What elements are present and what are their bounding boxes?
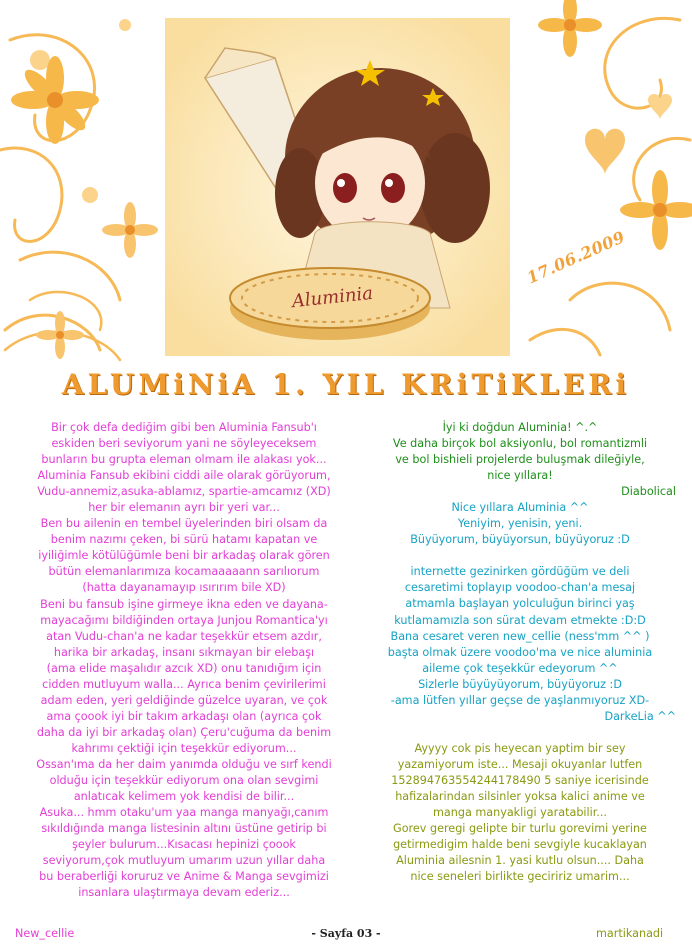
darkelia-message-body: [364, 564, 676, 708]
martikanadi-signature: martikanadi: [596, 927, 664, 940]
diabolical-message: [364, 420, 676, 484]
page-title: ALUMiNiA 1. YIL KRiTiKLERi: [61, 368, 631, 401]
message-line: Ve daha birçok bol aksiyonlu, bol romantizmli: [392, 437, 648, 451]
martikanadi-message: [364, 741, 676, 885]
message-line: Büyüyorum, büyüyorsun, büyüyoruz :D: [410, 533, 630, 547]
message-line: seviyorum,çok mutluyum umarım uzun yıllar daha: [42, 854, 326, 868]
message-line: adam eden, yeri geldiğinde güzelce uyaran, ve çok: [40, 693, 328, 707]
message-line: bunların bu grupta eleman olmam ile alakası yok...: [41, 453, 327, 467]
message-line: Sizlerle büyüyüyorum, büyüyoruz :D: [418, 677, 622, 691]
message-line: -ama lütfen yıllar geçse de yaşlanmıyoruz XD-: [390, 693, 650, 707]
darkelia-message-intro: [364, 500, 676, 548]
message-line: eskiden beri seviyorum yani ne söyleyeceksem: [51, 437, 317, 451]
message-line: (ama elide maşalıdır azcık XD) onu tanıdığım için: [46, 661, 322, 675]
message-line: Nice yıllara Aluminia ^^: [451, 501, 589, 515]
message-line: olduğu için teşekkür ediyorum ona olan sevgimi: [49, 774, 319, 788]
message-line: Asuka... hmm otaku'um yaa manga manyağı,canım: [39, 806, 329, 820]
message-line: atan Vudu-chan'a ne kadar teşekkür etsem azdır,: [46, 629, 322, 643]
message-line: (hatta dayanamayıp ısırırım bile XD): [82, 581, 286, 595]
message-line: anlatıcak kelimem yok kendisi de bilir...: [73, 790, 295, 804]
message-line: ama çoook iyi bir takım arkadaşı olan (ayrıca çok: [46, 709, 322, 723]
message-line: Bir çok defa dediğim gibi ben Aluminia Fansub'ı: [51, 421, 317, 434]
message-line: manga manyakligi yaratabilir...: [433, 806, 607, 820]
message-line: şeyler bulurum...Kısacası hepinizi çoook: [72, 838, 296, 852]
message-line: Aluminia ailesnin 1. yasi kutlu olsun.... Daha: [396, 854, 644, 868]
message-line: Beni bu fansub işine girmeye ikna eden ve dayana-: [40, 597, 328, 611]
message-line: sıkıldığında manga listesinin altını üstüne getirip bi: [41, 822, 327, 836]
message-line: Ossan'ıma da her daim yanımda olduğu ve sırf kendi: [36, 757, 332, 771]
message-line: Gorev geregi gelipte bir turlu gorevimi yerine: [393, 822, 647, 836]
message-line: başta olmak üzere voodoo'ma ve nice aluminia: [387, 645, 653, 659]
diabolical-signature: Diabolical: [621, 485, 676, 499]
message-line: iyiliğimle kötülüğümle beni bir arkadaş olarak gören: [38, 549, 330, 563]
anime-girl-cake-illustration: [165, 18, 510, 356]
date-stamp: 17.06.2009: [524, 227, 628, 288]
message-line: Ayyyy cok pis heyecan yaptim bir sey: [414, 741, 626, 755]
message-line: atmamla başlayan yolculuğun birinci yaş: [405, 597, 635, 611]
message-line: internette gezinirken gördüğüm ve deli: [410, 565, 630, 579]
message-line: nice yıllara!: [487, 469, 553, 483]
new-cellie-signature: New_cellie: [15, 927, 75, 940]
message-line: getirmedigim halde beni sevgiyle kucaklayan: [393, 838, 647, 852]
left-column-message: [8, 420, 360, 901]
message-line: cidden mutluyum walla... Ayrıca benim çevirilerimi: [42, 677, 326, 691]
message-line: aileme çok teşekkür edeyorum ^^: [422, 661, 618, 675]
message-line: 152894763554244178490 5 saniye icerisinde: [391, 773, 649, 787]
floral-ornament-bottom-left: [0, 240, 165, 365]
message-line: Vudu-annemiz,asuka-ablamız, spartie-amcamız (XD): [37, 485, 331, 499]
message-line: her bir elemanın ayrı bir yeri var...: [88, 501, 280, 515]
message-line: mayacağımı bildiğinden ortaya Junjou Romantica'yı: [40, 613, 328, 627]
message-line: hafizalarindan silsinler yoksa kalici anime ve: [395, 789, 645, 803]
message-line: bu beraberliği koruruz ve Anime & Manga sevgimizi: [39, 870, 329, 884]
message-line: Bana cesaret veren new_cellie (ness'mm ^^ ): [390, 629, 650, 643]
message-line: Ben bu ailenin en tembel üyelerinden biri olsam da: [40, 517, 328, 531]
message-line: Aluminia Fansub ekibini ciddi aile olarak görüyorum,: [37, 469, 331, 483]
message-line: İyi ki doğdun Aluminia! ^.^: [442, 421, 598, 434]
page-number: - Sayfa 03 -: [311, 927, 381, 940]
message-line: ve bol bishieli projelerde buluşmak dileğiyle,: [395, 453, 645, 467]
right-column-messages: [364, 420, 676, 885]
message-line: benim nazımı çeken, bi sürü hatamı kapatan ve: [50, 533, 318, 547]
message-line: kahrımı çektiği için teşekkür ediyorum...: [71, 741, 297, 755]
message-line: kutlamamızla son sürat devam etmekte :D:D: [394, 613, 646, 627]
message-line: nice seneleri birlikte geciririz umarim...: [410, 870, 630, 884]
message-line: cesaretimi toplayıp voodoo-chan'a mesaj: [404, 581, 636, 595]
message-line: daha da iyi bir arkadaş olan) Çeru'cuğuma da benim: [36, 725, 332, 739]
message-line: harika bir arkadaş, insanı sıkmayan bir elebaşı: [53, 645, 315, 659]
message-line: yazamiyorum iste... Mesaji okuyanlar lutfen: [397, 757, 643, 771]
message-line: Yeniyim, yenisin, yeni.: [457, 517, 583, 531]
message-line: bütün elemanlarımıza kocamaaaaann sarılıorum: [48, 565, 320, 579]
cake-label: Aluminia: [290, 282, 374, 313]
darkelia-signature: DarkeLia ^^: [604, 709, 676, 723]
floral-ornament-top-right: [510, 0, 692, 360]
message-line: insanlara ulaştırmaya devam ederiz...: [78, 886, 290, 900]
